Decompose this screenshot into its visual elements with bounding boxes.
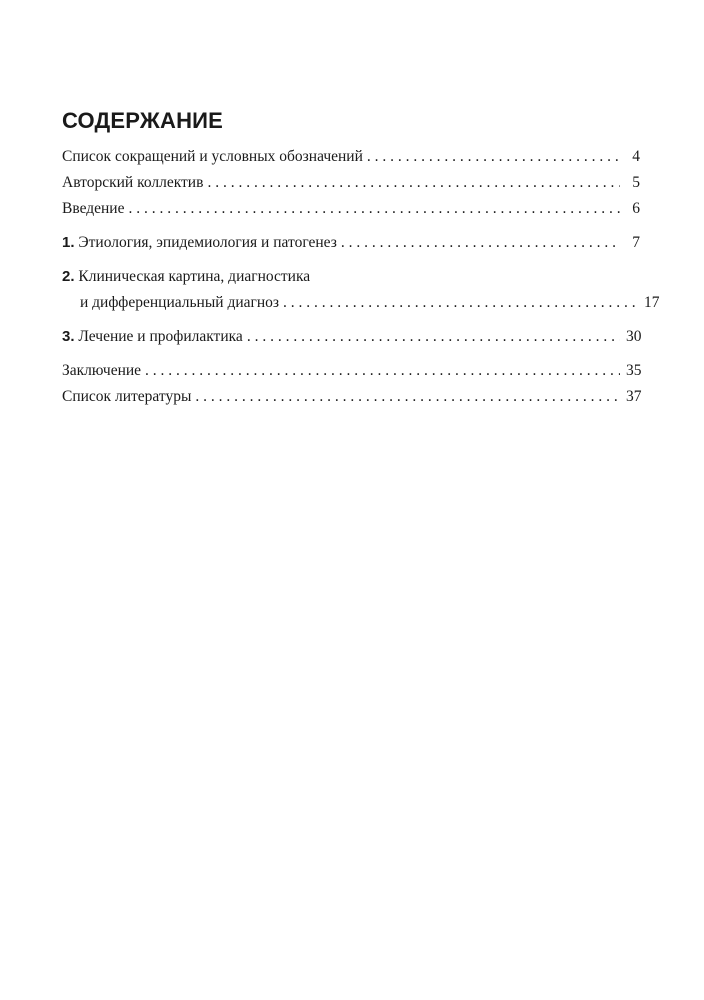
toc-entry-abbreviations[interactable] xyxy=(62,144,640,170)
toc-entry-conclusion[interactable] xyxy=(62,358,640,384)
toc-entry-introduction[interactable] xyxy=(62,196,640,222)
toc-page-number: 17 xyxy=(644,294,660,311)
toc-entry-references[interactable] xyxy=(62,384,640,410)
toc-entry-chapter-3[interactable] xyxy=(62,324,640,350)
toc-entry-text-line1: Клиническая картина, диагностика xyxy=(78,268,311,285)
toc-page-number: 6 xyxy=(632,200,640,217)
dot-leader xyxy=(367,144,620,170)
toc-entry-authors[interactable] xyxy=(62,170,640,196)
toc-entry-chapter-1[interactable] xyxy=(62,230,640,256)
toc-entry-text: Заключение xyxy=(62,362,142,379)
dot-leader xyxy=(207,170,620,196)
chapter-number: 1. xyxy=(62,234,75,251)
chapter-number: 3. xyxy=(62,328,75,345)
table-of-contents xyxy=(62,144,660,410)
toc-entry-text: Лечение и профилактика xyxy=(78,328,243,345)
toc-page-number: 37 xyxy=(626,388,642,405)
toc-page-number: 5 xyxy=(632,174,640,191)
toc-entry-text: Введение xyxy=(62,200,125,217)
dot-leader xyxy=(128,196,620,222)
dot-leader xyxy=(247,324,620,350)
dot-leader xyxy=(283,290,638,316)
toc-page-number: 35 xyxy=(626,362,642,379)
toc-entry-text-line2: и дифференциальный диагноз xyxy=(80,294,280,311)
chapter-number: 2. xyxy=(62,268,75,285)
dot-leader xyxy=(195,384,620,410)
dot-leader xyxy=(341,230,620,256)
toc-page-number: 30 xyxy=(626,328,642,345)
toc-entry-text: Список литературы xyxy=(62,388,192,405)
toc-entry-text: Этиология, эпидемиология и патогенез xyxy=(78,234,337,251)
toc-entry-text: Авторский коллектив xyxy=(62,174,204,191)
dot-leader xyxy=(145,358,620,384)
toc-entry-text: Список сокращений и условных обозначений xyxy=(62,148,363,165)
page-title: СОДЕРЖАНИЕ xyxy=(62,108,224,133)
toc-page-number: 7 xyxy=(632,234,640,251)
document-page xyxy=(62,0,660,1000)
toc-page-number: 4 xyxy=(632,148,640,165)
toc-entry-chapter-2[interactable] xyxy=(62,264,660,316)
